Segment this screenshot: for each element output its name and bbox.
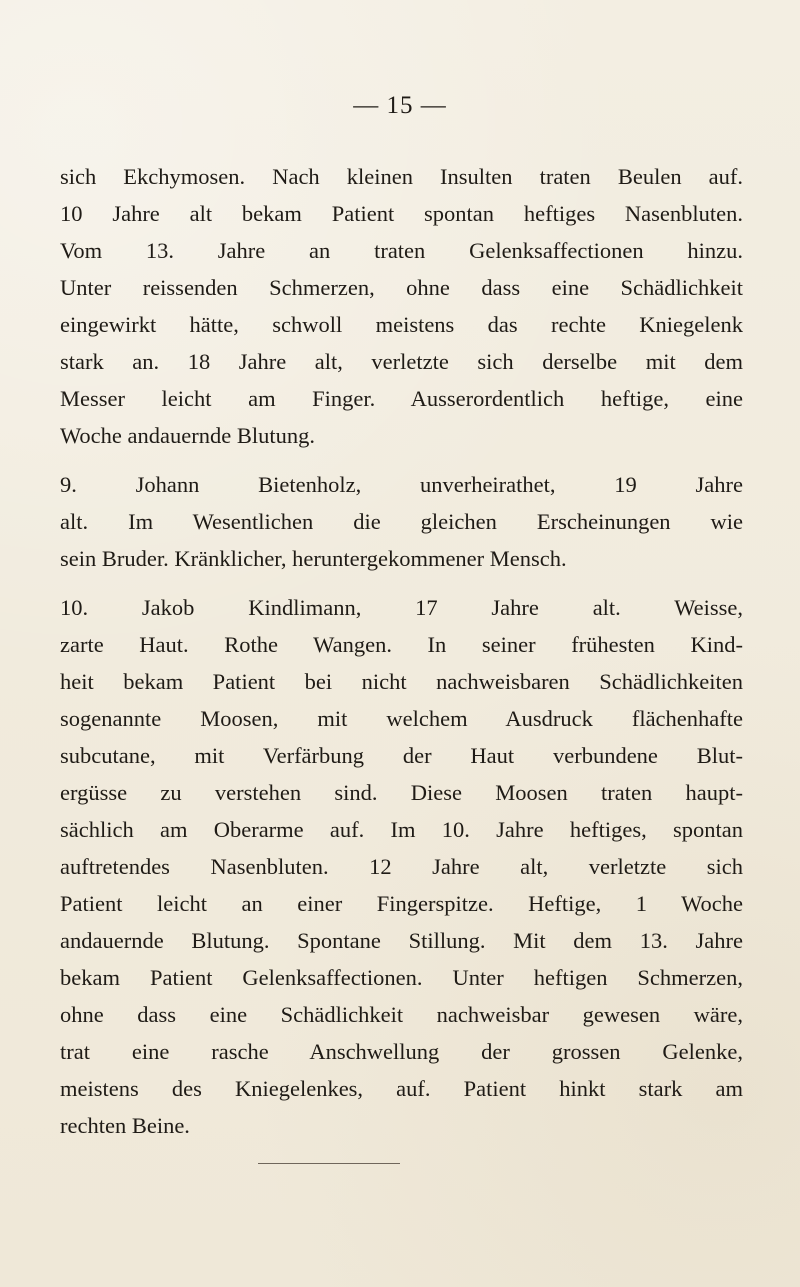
text-line-15: sogenannte Moosen, mit welchem Ausdruck flächenhafte xyxy=(60,706,743,731)
text-line-2: 10 Jahre alt bekam Patient spontan heftiges Nasenbluten. xyxy=(60,201,743,226)
text-line-10: alt. Im Wesentlichen die gleichen Erscheinungen wie xyxy=(60,509,743,534)
text-line-1: sich Ekchymosen. Nach kleinen Insulten traten Beulen auf. xyxy=(60,164,743,189)
page-number: — 15 — xyxy=(353,92,447,119)
text-line-12: 10. Jakob Kindlimann, 17 Jahre alt. Weisse, xyxy=(60,595,743,620)
text-line-9: 9. Johann Bietenholz, unverheirathet, 19 Jahre xyxy=(60,472,743,497)
text-line-8: Woche andauernde Blutung. xyxy=(60,423,315,448)
text-line-17: ergüsse zu verstehen sind. Diese Moosen traten haupt- xyxy=(60,780,743,805)
text-line-5: eingewirkt hätte, schwoll meistens das rechte Kniegelenk xyxy=(60,312,743,337)
section-rule xyxy=(258,1163,400,1164)
text-line-19: auftretendes Nasenbluten. 12 Jahre alt, verletzte sich xyxy=(60,854,743,879)
body-text xyxy=(60,158,743,1144)
text-line-11: sein Bruder. Kränklicher, heruntergekommener Mensch. xyxy=(60,546,567,571)
text-line-14: heit bekam Patient bei nicht nachweisbaren Schädlichkeiten xyxy=(60,669,743,694)
paragraph-gap xyxy=(60,577,743,589)
text-line-18: sächlich am Oberarme auf. Im 10. Jahre heftiges, spontan xyxy=(60,817,743,842)
text-line-3: Vom 13. Jahre an traten Gelenksaffectionen hinzu. xyxy=(60,238,743,263)
text-line-25: meistens des Kniegelenkes, auf. Patient hinkt stark am xyxy=(60,1076,743,1101)
paragraph-gap xyxy=(60,454,743,466)
text-line-4: Unter reissenden Schmerzen, ohne dass eine Schädlichkeit xyxy=(60,275,743,300)
text-line-24: trat eine rasche Anschwellung der grossen Gelenke, xyxy=(60,1039,743,1064)
text-line-6: stark an. 18 Jahre alt, verletzte sich derselbe mit dem xyxy=(60,349,743,374)
text-line-22: bekam Patient Gelenksaffectionen. Unter heftigen Schmerzen, xyxy=(60,965,743,990)
text-line-26: rechten Beine. xyxy=(60,1113,190,1138)
text-line-21: andauernde Blutung. Spontane Stillung. Mit dem 13. Jahre xyxy=(60,928,743,953)
text-line-23: ohne dass eine Schädlichkeit nachweisbar gewesen wäre, xyxy=(60,1002,743,1027)
text-line-16: subcutane, mit Verfärbung der Haut verbundene Blut- xyxy=(60,743,743,768)
text-line-7: Messer leicht am Finger. Ausserordentlich heftige, eine xyxy=(60,386,743,411)
text-line-20: Patient leicht an einer Fingerspitze. Heftige, 1 Woche xyxy=(60,891,743,916)
text-line-13: zarte Haut. Rothe Wangen. In seiner frühesten Kind- xyxy=(60,632,743,657)
